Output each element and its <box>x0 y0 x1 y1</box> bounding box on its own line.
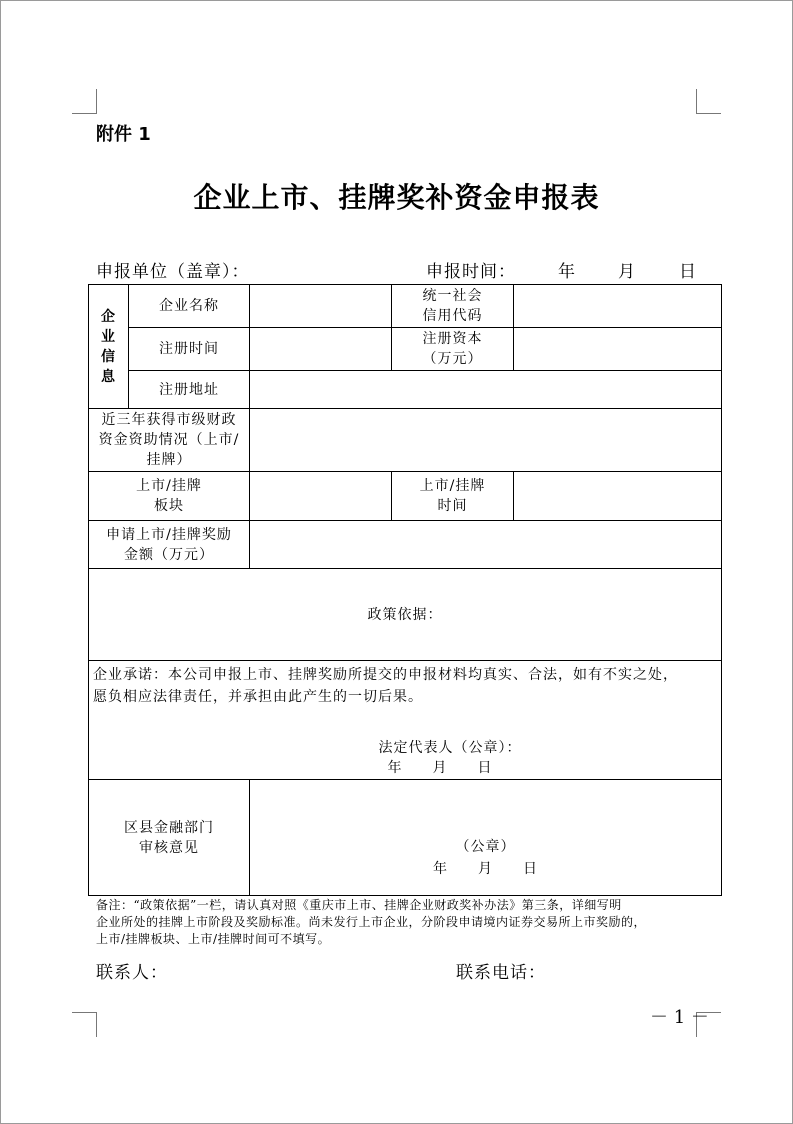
register-capital-label: 注册资本 （万元） <box>392 328 514 371</box>
policy-basis-field[interactable] <box>89 569 722 661</box>
listing-time-field[interactable] <box>514 472 722 521</box>
enterprise-promise-section <box>89 661 722 780</box>
enterprise-promise-text: 企业承诺：本公司申报上市、挂牌奖励所提交的申报材料均真实、合法，如有不实之处， 愿负相应法律责任，并承担由此产生的一切后果。 <box>93 667 678 705</box>
official-seal-label: （公章） <box>455 838 516 855</box>
month-label: 月 <box>618 262 636 282</box>
reward-amount-label: 申请上市/挂牌奖励 金额（万元） <box>89 521 250 569</box>
contact-phone-label: 联系电话： <box>456 963 546 983</box>
application-form-table <box>88 284 722 896</box>
register-address-label: 注册地址 <box>129 371 250 409</box>
funding-history-field[interactable] <box>250 409 722 472</box>
apply-time-label: 申报时间： <box>426 262 516 282</box>
policy-basis-label: 政策依据： <box>367 607 443 623</box>
listing-board-field[interactable] <box>250 472 392 521</box>
register-time-label: 注册时间 <box>129 328 250 371</box>
company-name-field[interactable] <box>250 285 392 328</box>
page-number: － 1 － <box>650 1007 709 1028</box>
listing-board-label: 上市/挂牌 板块 <box>89 472 250 521</box>
company-name-label: 企业名称 <box>129 285 250 328</box>
funding-history-label: 近三年获得市级财政 资金资助情况（上市/ 挂牌） <box>89 409 250 472</box>
crop-mark-top-right <box>696 89 721 114</box>
legal-representative-label: 法定代表人（公章）： <box>378 740 522 756</box>
page-title: 企业上市、挂牌奖补资金申报表 <box>193 181 600 214</box>
reward-amount-field[interactable] <box>250 521 722 569</box>
credit-code-label: 统一社会 信用代码 <box>392 285 514 328</box>
listing-time-label: 上市/挂牌 时间 <box>392 472 514 521</box>
enterprise-info-label: 企 业 信 息 <box>89 285 129 409</box>
remarks-note: 备注：“政策依据”一栏，请认真对照《重庆市上市、挂牌企业财政奖补办法》第三条，详细写明 企业所处的挂牌上市阶段及奖励标准。尚未发行上市企业，分阶段申请境内证券交易所上市奖励的， 上市/挂牌板块、上市/挂牌时间可不填写。 <box>96 898 647 946</box>
crop-mark-bottom-left <box>72 1012 97 1037</box>
register-capital-field[interactable] <box>514 328 722 371</box>
contact-person-label: 联系人： <box>96 963 168 983</box>
register-address-field[interactable] <box>250 371 722 409</box>
credit-code-field[interactable] <box>514 285 722 328</box>
register-time-field[interactable] <box>250 328 392 371</box>
approval-dept-label: 区县金融部门 审核意见 <box>89 780 250 896</box>
crop-mark-top-left <box>72 89 97 114</box>
attachment-label: 附件 1 <box>96 124 151 145</box>
promise-date-line: 年 月 日 <box>387 760 493 776</box>
year-label: 年 <box>558 262 576 282</box>
day-label: 日 <box>679 262 697 282</box>
approval-opinion-field[interactable] <box>250 780 722 896</box>
applicant-unit-label: 申报单位（盖章）： <box>96 262 250 282</box>
approval-date-line: 年 月 日 <box>433 860 538 877</box>
